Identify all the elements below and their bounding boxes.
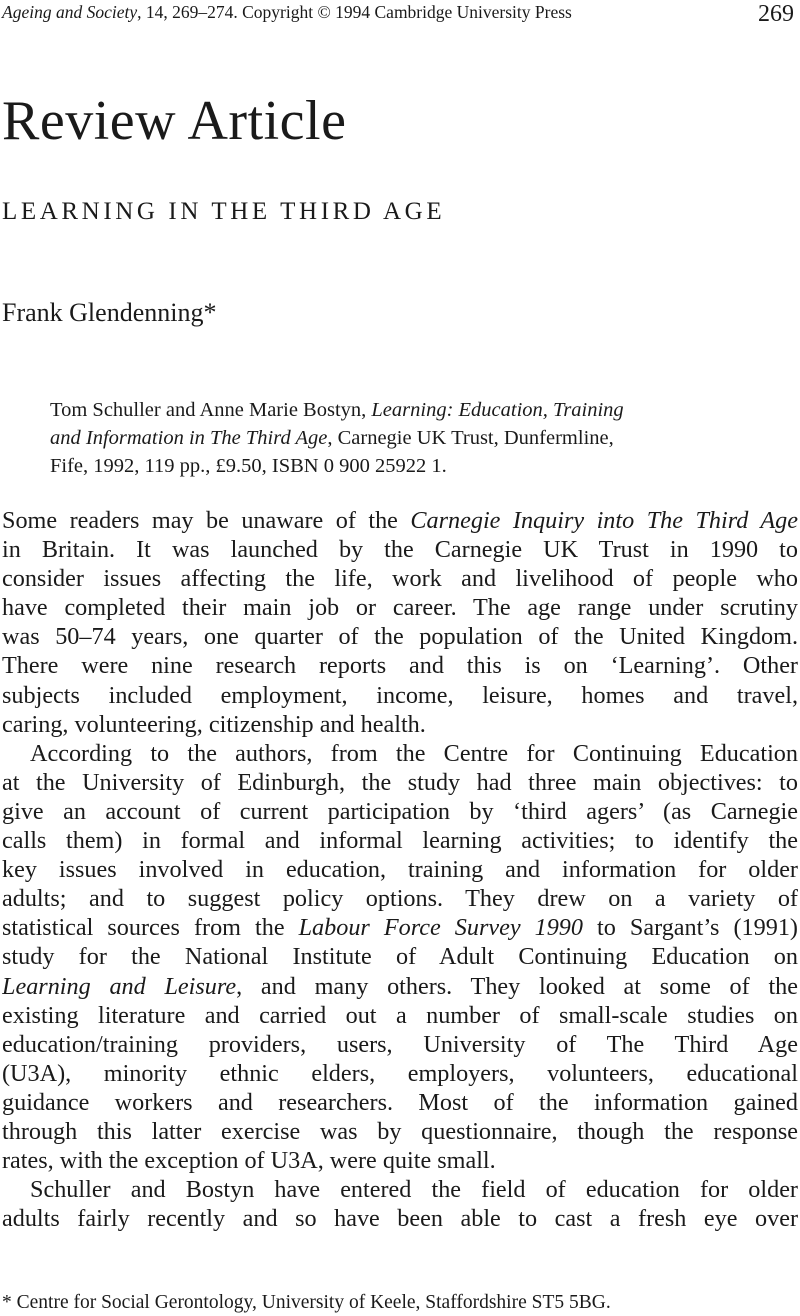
text-run-italic: Learning and Leisure [2,972,237,1000]
book-publisher: , Carnegie UK Trust, Dunfermline, [327,427,614,449]
text-line [2,972,798,1001]
paragraph-1 [2,506,798,739]
text-line: education/training providers, users, University of The Third Age [2,1030,798,1058]
text-line: through this latter exercise was by questionnaire, though the response [2,1117,798,1145]
page-number: 269 [758,1,794,27]
article-title: LEARNING IN THE THIRD AGE [2,198,446,225]
paragraph-3 [2,1175,798,1233]
book-ref-line: Fife, 1992, 119 pp., £9.50, ISBN 0 900 25922 1. [50,455,447,477]
text-line: According to the authors, from the Centre for Continuing Education [30,739,798,767]
paragraph-2 [2,739,798,1175]
text-line: rates, with the exception of U3A, were quite small. [2,1147,496,1175]
author-name: Frank Glendenning* [2,298,217,327]
text-line: guidance workers and researchers. Most of the information gained [2,1088,798,1116]
text-run: , and many others. They looked at some of the [236,972,798,1000]
text-line: at the University of Edinburgh, the study had three main objectives: to [2,768,798,796]
text-line: (U3A), minority ethnic elders, employers, volunteers, educational [2,1059,798,1087]
text-line [2,913,798,942]
book-title-part: Learning: Education, Training [371,399,624,421]
text-line: caring, volunteering, citizenship and health. [2,710,426,738]
text-run: to Sargant’s (1991) [583,914,798,942]
journal-name: Ageing and Society [2,2,138,22]
text-line: adults; and to suggest policy options. They drew on a variety of [2,885,798,913]
text-line: calls them) in formal and informal learning activities; to identify the [2,827,798,855]
text-line: consider issues affecting the life, work and livelihood of people who [2,565,798,593]
book-ref-line [50,396,770,424]
running-head [2,0,798,27]
text-line: study for the National Institute of Adult Continuing Education on [2,943,798,971]
citation: , 14, 269–274. Copyright © 1994 Cambridge University Press [137,2,572,22]
text-line [2,506,798,535]
text-line: have completed their main job or career. The age range under scrutiny [2,594,798,622]
text-line: give an account of current participation by ‘third agers’ (as Carnegie [2,797,798,825]
text-line: adults fairly recently and so have been able to cast a fresh eye over [2,1205,798,1233]
article-type-heading: Review Article [2,90,347,152]
book-authors: Tom Schuller and Anne Marie Bostyn, [50,399,372,421]
text-line: existing literature and carried out a number of small-scale studies on [2,1001,798,1029]
book-title-part: and Information in The Third Age [50,427,328,449]
text-line: in Britain. It was launched by the Carnegie UK Trust in 1990 to [2,536,798,564]
text-run-italic: Carnegie Inquiry into The Third Age [410,507,798,534]
text-run: statistical sources from the [2,914,299,942]
text-run-italic: Labour Force Survey 1990 [298,914,583,942]
text-line: There were nine research reports and this is on ‘Learning’. Other [2,652,798,680]
text-line: Schuller and Bostyn have entered the field of education for older [30,1176,798,1204]
article-body [2,506,798,1233]
footnote: * Centre for Social Gerontology, University of Keele, Staffordshire ST5 5BG. [2,1292,611,1313]
book-ref-line [50,424,770,452]
text-run: Some readers may be unaware of the [2,507,411,534]
text-line: key issues involved in education, training and information for older [2,856,798,884]
text-line: was 50–74 years, one quarter of the population of the United Kingdom. [2,623,798,651]
book-reference [50,396,770,480]
text-line: subjects included employment, income, leisure, homes and travel, [2,681,798,709]
